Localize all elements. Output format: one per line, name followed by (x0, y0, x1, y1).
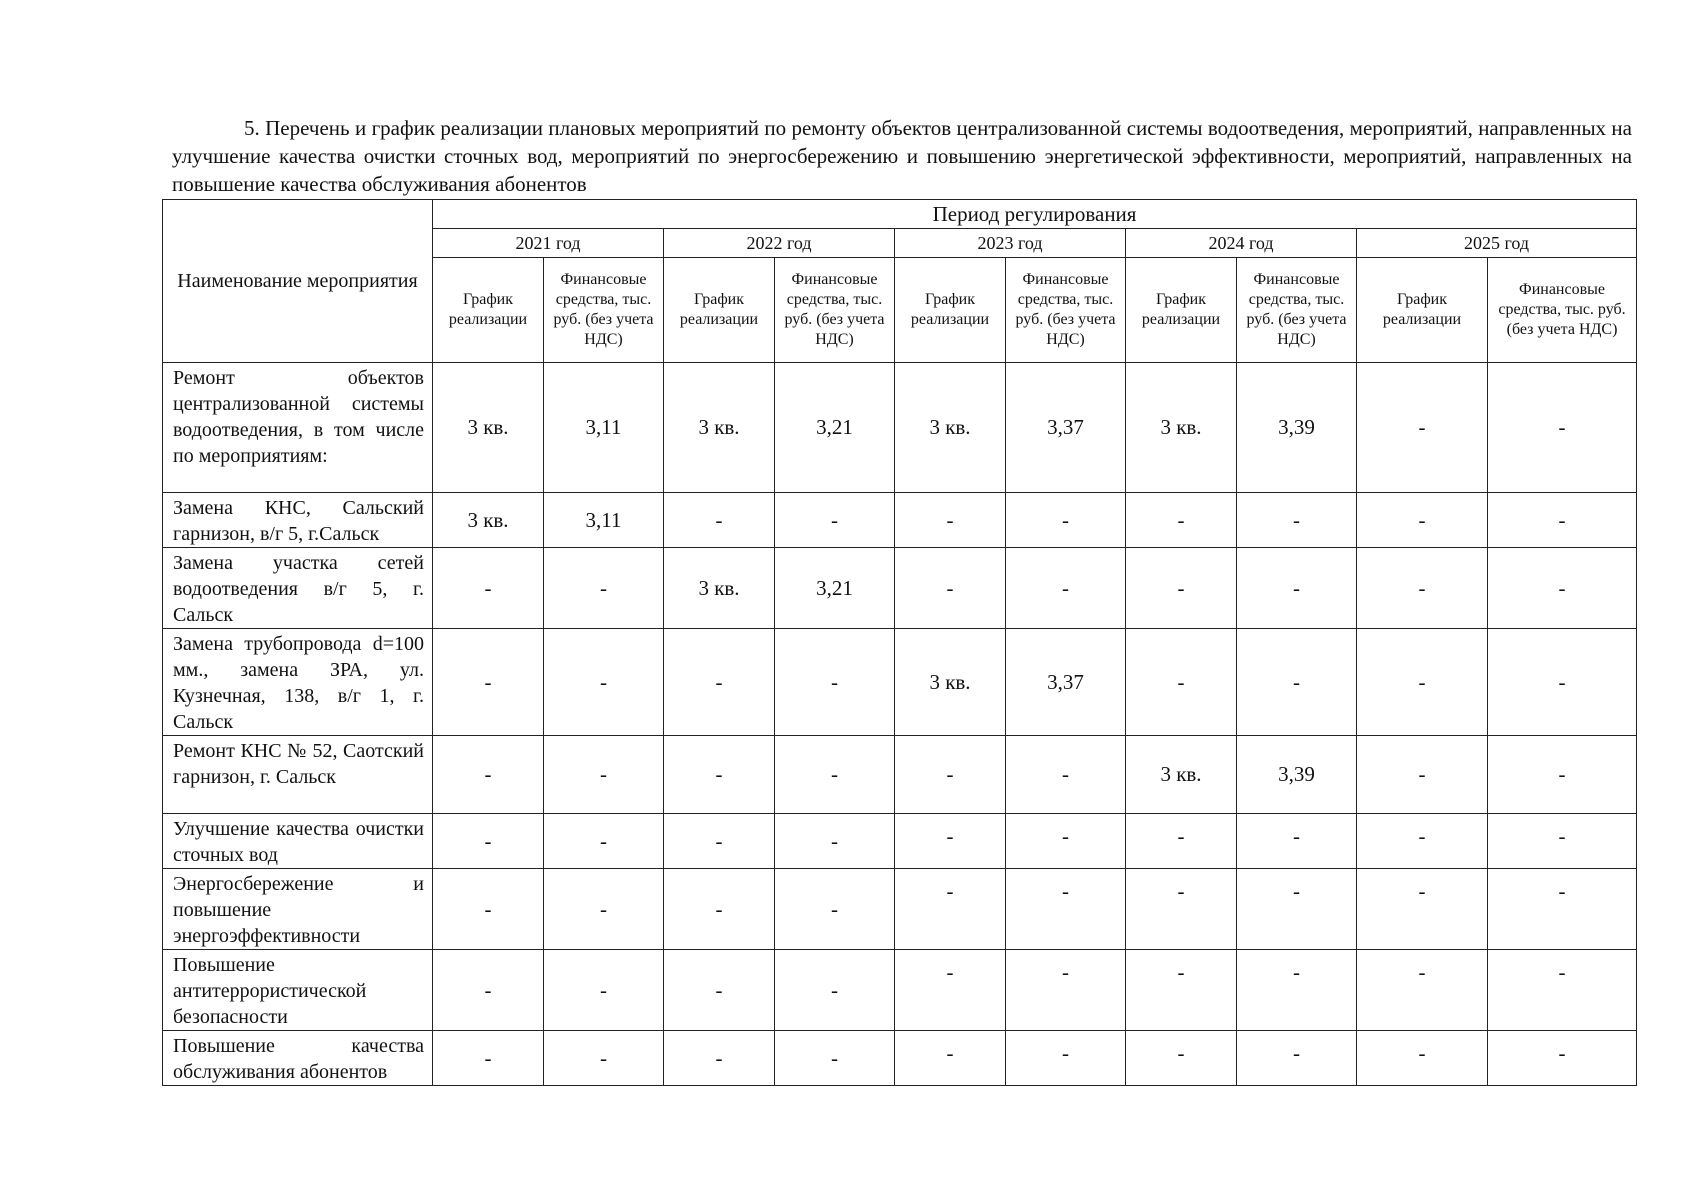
finance-cell: - (775, 869, 895, 950)
finance-cell: - (544, 814, 664, 869)
schedule-cell: - (1357, 869, 1488, 950)
schedule-cell: 3 кв. (895, 363, 1006, 493)
finance-cell: - (1488, 629, 1637, 736)
table-row (163, 736, 1637, 814)
finance-cell: - (1488, 950, 1637, 1031)
finance-cell: - (1488, 869, 1637, 950)
schedule-cell: - (895, 1031, 1006, 1086)
finance-cell: - (1237, 548, 1357, 629)
table-row (163, 629, 1637, 736)
schedule-cell: - (433, 736, 544, 814)
finance-cell: - (775, 1031, 895, 1086)
schedule-cell: 3 кв. (433, 363, 544, 493)
finance-cell: - (544, 869, 664, 950)
schedule-cell: - (1126, 493, 1237, 548)
finance-cell: - (1006, 950, 1126, 1031)
header-row-period (163, 200, 1637, 229)
schedule-cell: 3 кв. (664, 363, 775, 493)
table-row (163, 950, 1637, 1031)
finance-cell: - (1006, 548, 1126, 629)
schedule-cell: - (433, 950, 544, 1031)
table-row (163, 493, 1637, 548)
finance-cell: - (1488, 814, 1637, 869)
measure-name: Повышение антитеррористической безопасности (163, 950, 433, 1031)
measure-name: Энергосбережение и повышение энергоэффективности (163, 869, 433, 950)
schedule-cell: - (895, 950, 1006, 1031)
schedule-cell: - (1357, 814, 1488, 869)
measure-name: Замена КНС, Сальский гарнизон, в/г 5, г.Сальск (163, 493, 433, 548)
finance-cell: - (544, 736, 664, 814)
schedule-cell: - (1357, 950, 1488, 1031)
schedule-cell: - (1357, 363, 1488, 493)
table-row (163, 548, 1637, 629)
year-header-2023: 2023 год (895, 229, 1126, 258)
schedule-cell: - (433, 814, 544, 869)
schedule-cell: - (664, 736, 775, 814)
finance-cell: 3,39 (1237, 736, 1357, 814)
finance-cell: 3,37 (1006, 629, 1126, 736)
schedule-cell: - (1357, 493, 1488, 548)
schedule-cell: - (1357, 548, 1488, 629)
finance-cell: - (544, 548, 664, 629)
finance-cell: - (775, 629, 895, 736)
table-row (163, 869, 1637, 950)
year-header-2024: 2024 год (1126, 229, 1357, 258)
schedule-cell: - (895, 814, 1006, 869)
table-row (163, 814, 1637, 869)
measure-name: Замена участка сетей водоотведения в/г 5, г. Сальск (163, 548, 433, 629)
finance-cell: 3,11 (544, 493, 664, 548)
measure-name: Ремонт КНС № 52, Саотский гарнизон, г. Сальск (163, 736, 433, 814)
name-header: Наименование мероприятия (163, 200, 433, 363)
schedule-cell: - (1357, 1031, 1488, 1086)
schedule-cell: - (433, 629, 544, 736)
finance-cell: 3,39 (1237, 363, 1357, 493)
schedule-cell: - (895, 493, 1006, 548)
finance-cell: - (1488, 736, 1637, 814)
finance-cell: 3,21 (775, 548, 895, 629)
finance-cell: - (544, 950, 664, 1031)
schedule-header: График реализации (895, 258, 1006, 363)
schedule-cell: 3 кв. (664, 548, 775, 629)
finance-cell: - (1006, 1031, 1126, 1086)
finance-header: Финансовые средства, тыс. руб. (без учета НДС) (1237, 258, 1357, 363)
finance-cell: - (775, 493, 895, 548)
schedule-cell: - (664, 1031, 775, 1086)
finance-cell: - (1006, 736, 1126, 814)
finance-cell: 3,37 (1006, 363, 1126, 493)
schedule-header: График реализации (664, 258, 775, 363)
finance-cell: - (1006, 869, 1126, 950)
schedule-cell: - (895, 736, 1006, 814)
document-heading: 5. Перечень и график реализации плановых мероприятий по ремонту объектов централизованной системы водоотведения, мероприятий, направленных на улучшение качества очистки сточных вод, мероприятий по энергосбережению и повышению энергетической эффективности, мероприятий, направленных на повышение качества обслуживания абонентов (172, 116, 1632, 196)
finance-header: Финансовые средства, тыс. руб. (без учета НДС) (775, 258, 895, 363)
finance-cell: - (1237, 493, 1357, 548)
schedule-cell: - (895, 548, 1006, 629)
finance-cell: - (775, 736, 895, 814)
measure-name: Ремонт объектов централизованной системы водоотведения, в том числе по мероприятиям: (163, 363, 433, 493)
year-header-2025: 2025 год (1357, 229, 1637, 258)
period-header: Период регулирования (433, 200, 1637, 229)
measure-name: Улучшение качества очистки сточных вод (163, 814, 433, 869)
finance-cell: 3,21 (775, 363, 895, 493)
finance-cell: - (1488, 1031, 1637, 1086)
finance-header: Финансовые средства, тыс. руб. (без учета НДС) (1488, 258, 1637, 363)
schedule-cell: - (664, 814, 775, 869)
schedule-cell: - (433, 548, 544, 629)
schedule-cell: - (1126, 548, 1237, 629)
finance-cell: - (1237, 869, 1357, 950)
finance-cell: - (775, 814, 895, 869)
finance-cell: - (1237, 629, 1357, 736)
schedule-cell: - (433, 869, 544, 950)
schedule-cell: 3 кв. (1126, 736, 1237, 814)
year-header-2022: 2022 год (664, 229, 895, 258)
finance-cell: - (544, 1031, 664, 1086)
schedule-cell: - (1126, 869, 1237, 950)
schedule-cell: - (1126, 814, 1237, 869)
schedule-cell: - (1357, 629, 1488, 736)
finance-cell: - (1488, 548, 1637, 629)
finance-cell: - (1006, 814, 1126, 869)
schedule-header: График реализации (433, 258, 544, 363)
finance-cell: - (1237, 950, 1357, 1031)
finance-cell: - (1006, 493, 1126, 548)
schedule-cell: - (1357, 736, 1488, 814)
finance-header: Финансовые средства, тыс. руб. (без учета НДС) (1006, 258, 1126, 363)
finance-cell: - (1237, 814, 1357, 869)
schedule-header: График реализации (1126, 258, 1237, 363)
schedule-cell: - (664, 493, 775, 548)
schedule-cell: 3 кв. (1126, 363, 1237, 493)
schedule-cell: 3 кв. (895, 629, 1006, 736)
schedule-cell: - (1126, 950, 1237, 1031)
plan-table (162, 199, 1637, 1086)
table-row (163, 363, 1637, 493)
finance-cell: 3,11 (544, 363, 664, 493)
finance-cell: - (1488, 493, 1637, 548)
finance-cell: - (544, 629, 664, 736)
schedule-cell: - (433, 1031, 544, 1086)
finance-header: Финансовые средства, тыс. руб. (без учета НДС) (544, 258, 664, 363)
schedule-cell: - (895, 869, 1006, 950)
schedule-cell: - (1126, 629, 1237, 736)
finance-cell: - (775, 950, 895, 1031)
finance-cell: - (1488, 363, 1637, 493)
schedule-header: График реализации (1357, 258, 1488, 363)
schedule-cell: - (1126, 1031, 1237, 1086)
schedule-cell: 3 кв. (433, 493, 544, 548)
finance-cell: - (1237, 1031, 1357, 1086)
schedule-cell: - (664, 950, 775, 1031)
table-row (163, 1031, 1637, 1086)
schedule-cell: - (664, 629, 775, 736)
measure-name: Замена трубопровода d=100 мм., замена ЗРА, ул. Кузнечная, 138, в/г 1, г. Сальск (163, 629, 433, 736)
schedule-cell: - (664, 869, 775, 950)
measure-name: Повышение качества обслуживания абонентов (163, 1031, 433, 1086)
year-header-2021: 2021 год (433, 229, 664, 258)
